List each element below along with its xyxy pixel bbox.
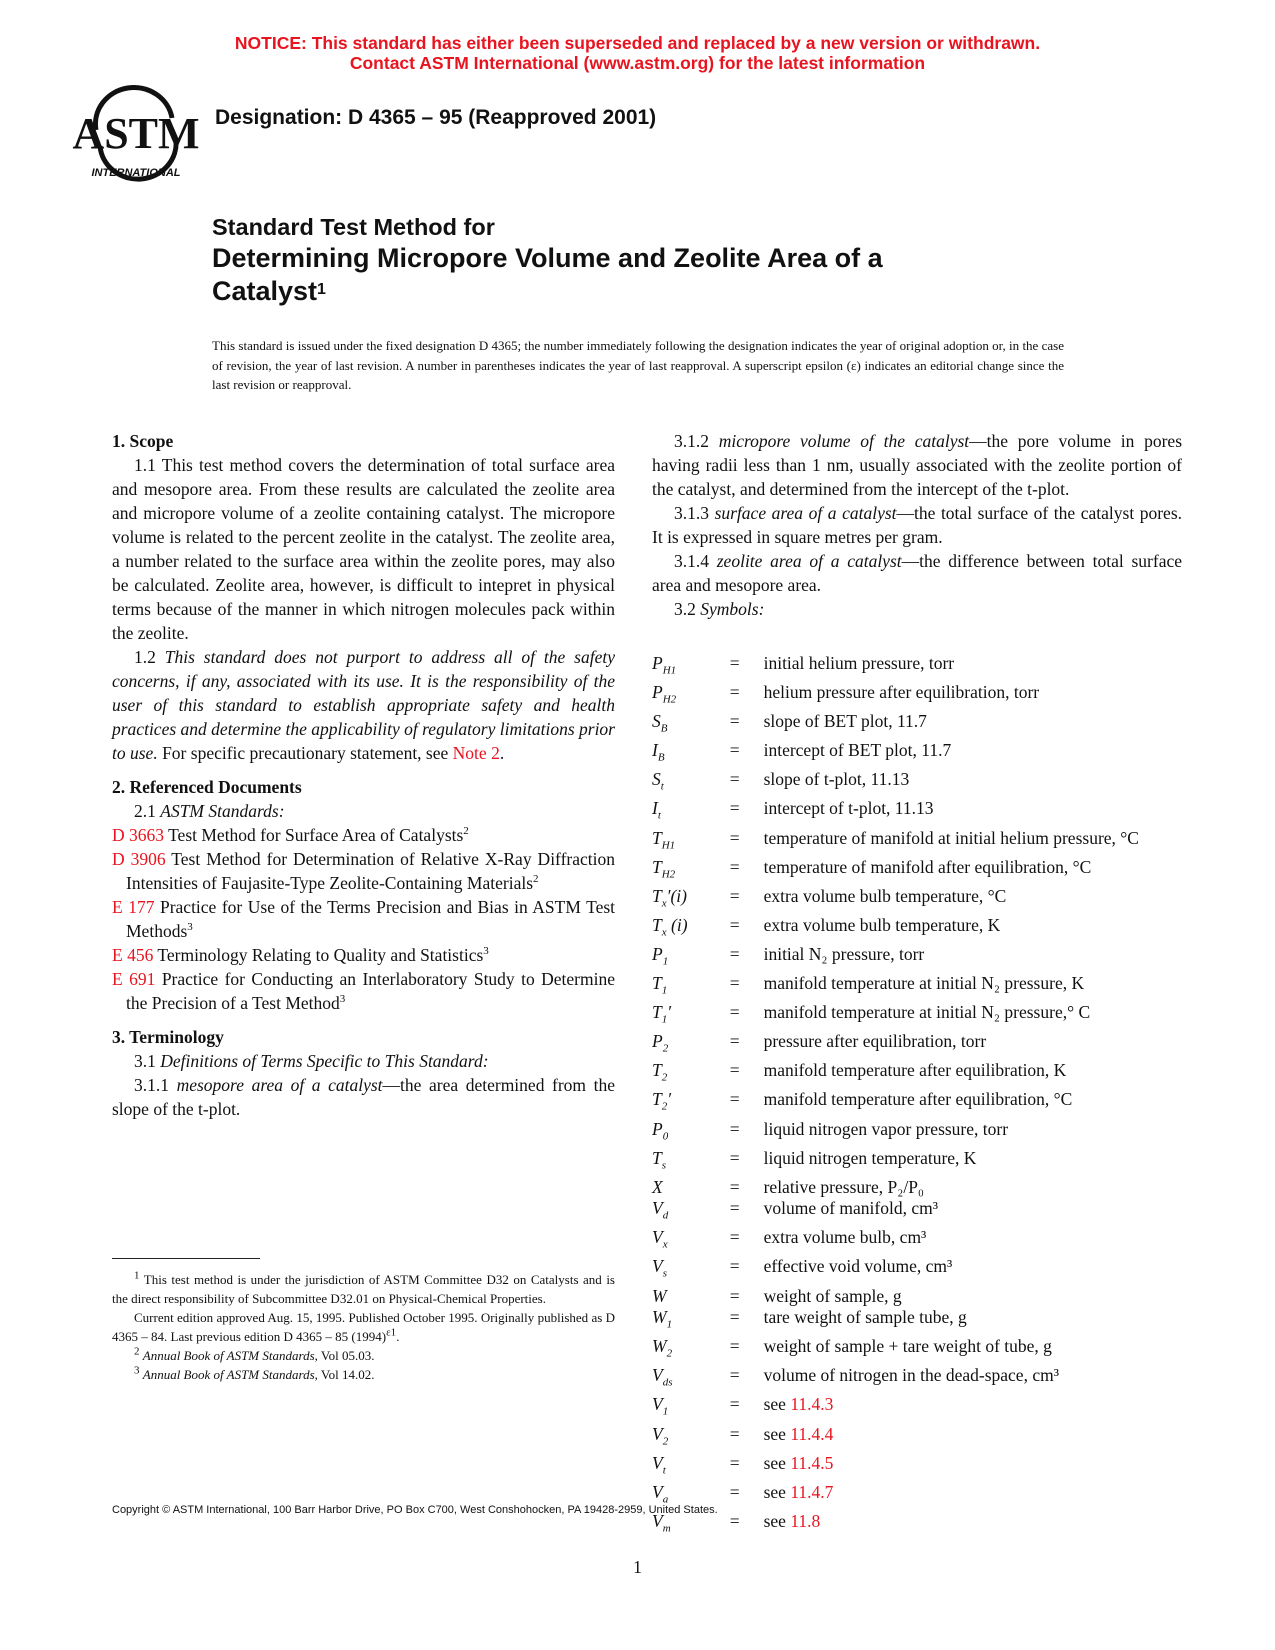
symbol: $P_{H1}$ [652, 653, 677, 677]
symbol-row [652, 1177, 1182, 1199]
equals: = [729, 1227, 740, 1248]
terminology-3-1: 3.1 Definitions of Terms Specific to This Standard: [134, 1051, 489, 1071]
symbol: $T_x'(i)$ [652, 885, 687, 910]
terminology-3-1-1: 3.1.1 mesopore area of a catalyst—the area determined from the slope of the t-plot. [112, 1075, 616, 1119]
symbol-row [652, 1002, 1182, 1031]
equals: = [729, 914, 740, 935]
symbol: $T_2'$ [652, 1089, 672, 1113]
equals: = [729, 798, 740, 819]
symbol-description: volume of nitrogen in the dead-space, cm³ [763, 1365, 1059, 1386]
symbol-row [652, 1511, 1182, 1540]
equals: = [729, 943, 740, 964]
symbol-row [652, 1365, 1182, 1394]
symbol-description: manifold temperature at initial N₂ pressure,° C [763, 1002, 1091, 1023]
symbol: $V_t$ [652, 1452, 666, 1477]
equals: = [729, 1423, 740, 1444]
symbol-row [652, 828, 1182, 857]
symbol-description: intercept of t-plot, 11.13 [763, 798, 934, 819]
logo-label: INTERNATIONAL [91, 167, 181, 179]
intro-paragraph: This standard is issued under the fixed designation D 4365; the number immediately following the designation indicates the year of original adoption or, in the case of revision, the year of last revision. A number in parentheses indicates the year of last reapproval. A superscript epsilon (ε) indicates an editorial change since the last revision or reapproval. [212, 338, 1064, 392]
svg-text:ASTM: ASTM [72, 109, 200, 158]
symbol-description: manifold temperature at initial N₂ pressure, K [763, 973, 1085, 994]
equals: = [729, 682, 740, 703]
symbol-row [652, 973, 1182, 1002]
equals: = [729, 1118, 740, 1139]
symbol: $V_x$ [652, 1227, 668, 1251]
symbol: $I_B$ [652, 740, 665, 764]
symbol: $V_{ds}$ [652, 1365, 673, 1389]
symbol-description: extra volume bulb, cm³ [763, 1227, 927, 1248]
equals: = [729, 1147, 740, 1168]
symbol: X [652, 1176, 663, 1197]
title-footnote-mark: 1 [317, 281, 326, 298]
symbol: $T_1$ [652, 973, 668, 997]
symbol: $T_{H2}$ [652, 856, 676, 881]
symbol-row [652, 769, 1182, 798]
symbol: $T_2$ [652, 1060, 668, 1084]
equals: = [729, 885, 740, 906]
symbol-description: helium pressure after equilibration, torr [763, 682, 1040, 703]
scope-paragraph-2: 1.2 This standard does not purport to address all of the safety concerns, if any, associated with its use. It is the responsibility of the user of this standard to establish appropriate safety and health practices and determine the applicability of regulatory limitations prior to use. For specific precautionary statement, see Note 2. [112, 647, 615, 763]
symbol: $P_{H2}$ [652, 682, 677, 706]
symbol-row [652, 944, 1182, 973]
ref-link-e691[interactable]: E 691 [112, 969, 156, 989]
ref-link-d3906[interactable]: D 3906 [112, 849, 166, 869]
equals: = [729, 1198, 740, 1219]
equals: = [729, 740, 740, 761]
section-link[interactable]: 11.4.7 [790, 1481, 834, 1502]
symbol: $W_2$ [652, 1336, 673, 1360]
symbol: $I_t$ [652, 798, 661, 822]
symbol-row [652, 857, 1182, 886]
symbol-description: extra volume bulb temperature, K [763, 914, 1001, 935]
symbol-description: tare weight of sample tube, g [763, 1307, 967, 1328]
symbol-description: see 11.4.5 [763, 1452, 834, 1473]
equals: = [729, 1481, 740, 1502]
scope-heading: 1. Scope [112, 431, 174, 451]
equals: = [729, 1336, 740, 1357]
symbol-description: temperature of manifold after equilibration, °C [763, 856, 1092, 877]
terminology-heading: 3. Terminology [112, 1027, 224, 1047]
symbol: $P_1$ [652, 943, 669, 968]
equals: = [729, 856, 740, 877]
symbol: $V_a$ [652, 1481, 669, 1506]
scope-paragraph-1: 1.1 This test method covers the determination of total surface area and mesopore area. From these results are calculated the zeolite area and micropore volume of a zeolite containing catalyst. The micropore volume is related to the percent zeolite in the catalyst. The zeolite area, a number related to the surface area within the zeolite pores, may also be calculated. Zeolite area, however, is difficult to intepret in physical terms because of the manner in which nitrogen molecules pack within the zeolite. [112, 455, 615, 643]
astm-logo [72, 88, 200, 184]
terminology-3-1-3: 3.1.3 surface area of a catalyst—the total surface of the catalyst pores. It is expressed in square metres per gram. [652, 503, 1183, 547]
symbol-description: extra volume bulb temperature, °C [763, 885, 1007, 906]
symbol: $W_1$ [652, 1307, 673, 1331]
symbol-description: manifold temperature after equilibration, K [763, 1060, 1067, 1081]
symbol-description: slope of BET plot, 11.7 [763, 711, 927, 732]
symbol-row [652, 798, 1182, 827]
equals: = [729, 973, 740, 994]
symbol-row [652, 1394, 1182, 1423]
symbol-description: weight of sample, g [763, 1285, 902, 1306]
left-column [112, 429, 615, 1121]
symbol-description: intercept of BET plot, 11.7 [763, 740, 952, 761]
symbol: $P_2$ [652, 1031, 669, 1055]
symbol-row [652, 1453, 1182, 1482]
symbol-row [652, 1307, 1182, 1336]
symbol: $V_s$ [652, 1256, 667, 1280]
refdocs-heading: 2. Referenced Documents [112, 777, 302, 797]
footnote-3: $^3$ Annual Book of ASTM Standards, Vol 14.02. [134, 1364, 375, 1382]
designation: Designation: D 4365 – 95 (Reapproved 2001) [215, 106, 657, 129]
symbol: $V_d$ [652, 1198, 669, 1222]
terminology-3-1-4: 3.1.4 zeolite area of a catalyst—the difference between total surface area and mesopore area. [652, 551, 1182, 595]
refdocs-sub: 2.1 ASTM Standards: [134, 801, 285, 821]
symbol: $S_B$ [652, 711, 668, 735]
symbol: $V_2$ [652, 1423, 669, 1448]
ref-item: E 691 Practice for Conducting an Interlaboratory Study to Determine the Precision of a Test Method$^3$ [112, 969, 616, 1013]
ref-link-e456[interactable]: E 456 [112, 945, 154, 965]
symbol-row [652, 682, 1182, 711]
equals: = [729, 1510, 740, 1531]
symbols-table [652, 653, 1182, 1540]
note-2-link[interactable]: Note 2 [452, 743, 500, 763]
equals: = [729, 1089, 740, 1110]
equals: = [729, 1060, 740, 1081]
terminology-3-1-2: 3.1.2 micropore volume of the catalyst—the pore volume in pores having radii less than 1 nm, usually associated with the zeolite portion of the catalyst, and determined from the intercept of the t-plot. [652, 431, 1183, 499]
equals: = [729, 1394, 740, 1415]
symbol: $P_0$ [652, 1118, 669, 1142]
footnote-1b: Current edition approved Aug. 15, 1995. Published October 1995. Originally published as D 4365 – 84. Last previous edition D 4365 – 85 $(1994)^{\varepsilon 1}$. [112, 1310, 615, 1344]
symbol-row [652, 1119, 1182, 1148]
symbol-description: relative pressure, P₂/P₀ [763, 1176, 925, 1197]
symbol-description: see 11.4.7 [763, 1481, 834, 1502]
equals: = [729, 1307, 740, 1328]
ref-item: D 3906 Test Method for Determination of Relative X-Ray Diffraction Intensities of Faujasite-Type Zeolite-Containing Materials$^2$ [112, 849, 615, 893]
symbol-description: manifold temperature after equilibration, °C [763, 1089, 1073, 1110]
symbol: $T_s$ [652, 1147, 667, 1172]
title-line-1: Standard Test Method for [212, 214, 495, 240]
equals: = [729, 1031, 740, 1052]
section-link[interactable]: 11.4.4 [790, 1423, 834, 1444]
symbol-description: slope of t-plot, 11.13 [763, 769, 910, 790]
symbol-row [652, 886, 1182, 915]
ref-item: E 456 Terminology Relating to Quality and Statistics$^3$ [112, 945, 489, 965]
symbol-description: volume of manifold, cm³ [763, 1198, 938, 1219]
symbol: $V_m$ [652, 1510, 671, 1535]
notice-line-1: NOTICE: This standard has either been superseded and replaced by a new version or withdrawn. [234, 33, 1041, 53]
document-title [212, 212, 883, 308]
symbol: $S_t$ [652, 769, 664, 793]
title-line-2: Determining Micropore Volume and Zeolite Area of a [212, 243, 883, 273]
equals: = [729, 1256, 740, 1277]
symbol-row [652, 1089, 1182, 1118]
copyright: Copyright © ASTM International, 100 Barr Harbor Drive, PO Box C700, West Conshohocken, PA 19428-2959, United States. [112, 1504, 718, 1516]
symbol-row [652, 1336, 1182, 1365]
symbol-description: see 11.4.4 [763, 1423, 834, 1444]
symbol-row [652, 1227, 1182, 1256]
symbol: $T_{H1}$ [652, 827, 676, 852]
footnote-2: $^2$ Annual Book of ASTM Standards, Vol 05.03. [134, 1345, 375, 1363]
symbol-row [652, 711, 1182, 740]
section-link[interactable]: 11.8 [790, 1510, 821, 1531]
symbol-description: initial N₂ pressure, torr [763, 943, 925, 964]
equals: = [729, 1285, 740, 1306]
symbol-description: see 11.8 [763, 1510, 821, 1531]
footnote-1: $^1$ This test method is under the jurisdiction of ASTM Committee D32 on Catalysts and is the direct responsibility of Subcommittee D32.01 on Physical-Chemical Properties. [112, 1269, 615, 1306]
equals: = [729, 1176, 740, 1197]
notice-line-2: Contact ASTM International (www.astm.org) for the latest information [349, 53, 926, 73]
withdrawal-notice [0, 33, 1275, 73]
astm-logo-mark [72, 88, 200, 184]
section-link[interactable]: 11.4.5 [790, 1452, 834, 1473]
title-line-3: Catalyst$^1$ [212, 276, 326, 306]
symbol-description: liquid nitrogen vapor pressure, torr [763, 1118, 1009, 1139]
symbol-row [652, 1198, 1182, 1227]
equals: = [729, 711, 740, 732]
symbol-row [652, 1148, 1182, 1177]
symbols-heading: 3.2 Symbols: [674, 599, 765, 619]
symbol-description: temperature of manifold at initial helium pressure, °C [763, 827, 1139, 848]
symbol-description: liquid nitrogen temperature, K [763, 1147, 977, 1168]
equals: = [729, 1452, 740, 1473]
symbol-description: effective void volume, cm³ [763, 1256, 953, 1277]
symbol: W [652, 1285, 667, 1306]
symbol: $T_x$ (i) [652, 914, 688, 939]
ref-item: E 177 Practice for Use of the Terms Precision and Bias in ASTM Test Methods$^3$ [112, 897, 616, 941]
footnote-divider [112, 1258, 260, 1259]
symbol-description: initial helium pressure, torr [763, 653, 955, 673]
footnotes [112, 1270, 615, 1384]
equals: = [729, 827, 740, 848]
symbol: $T_1'$ [652, 1002, 672, 1026]
ref-item: D 3663 Test Method for Surface Area of Catalysts$^2$ [112, 825, 469, 845]
symbol-row [652, 1286, 1182, 1308]
symbol: $V_1$ [652, 1394, 669, 1418]
symbol-row [652, 653, 1182, 682]
ref-link-d3663[interactable]: D 3663 [112, 825, 165, 845]
symbol-row [652, 1256, 1182, 1285]
symbol-row [652, 1060, 1182, 1089]
symbol-row [652, 1482, 1182, 1511]
page-number: 1 [633, 1557, 642, 1577]
equals: = [729, 653, 740, 673]
ref-link-e177[interactable]: E 177 [112, 897, 155, 917]
section-link[interactable]: 11.4.3 [790, 1394, 834, 1415]
right-column [652, 429, 1182, 1540]
symbol-description: see 11.4.3 [763, 1394, 834, 1415]
equals: = [729, 1365, 740, 1386]
symbol-row [652, 915, 1182, 944]
equals: = [729, 769, 740, 790]
symbol-row [652, 740, 1182, 769]
symbol-description: weight of sample + tare weight of tube, g [763, 1336, 1052, 1357]
symbol-row [652, 1424, 1182, 1453]
equals: = [729, 1002, 740, 1023]
symbol-description: pressure after equilibration, torr [763, 1031, 987, 1052]
symbol-row [652, 1031, 1182, 1060]
